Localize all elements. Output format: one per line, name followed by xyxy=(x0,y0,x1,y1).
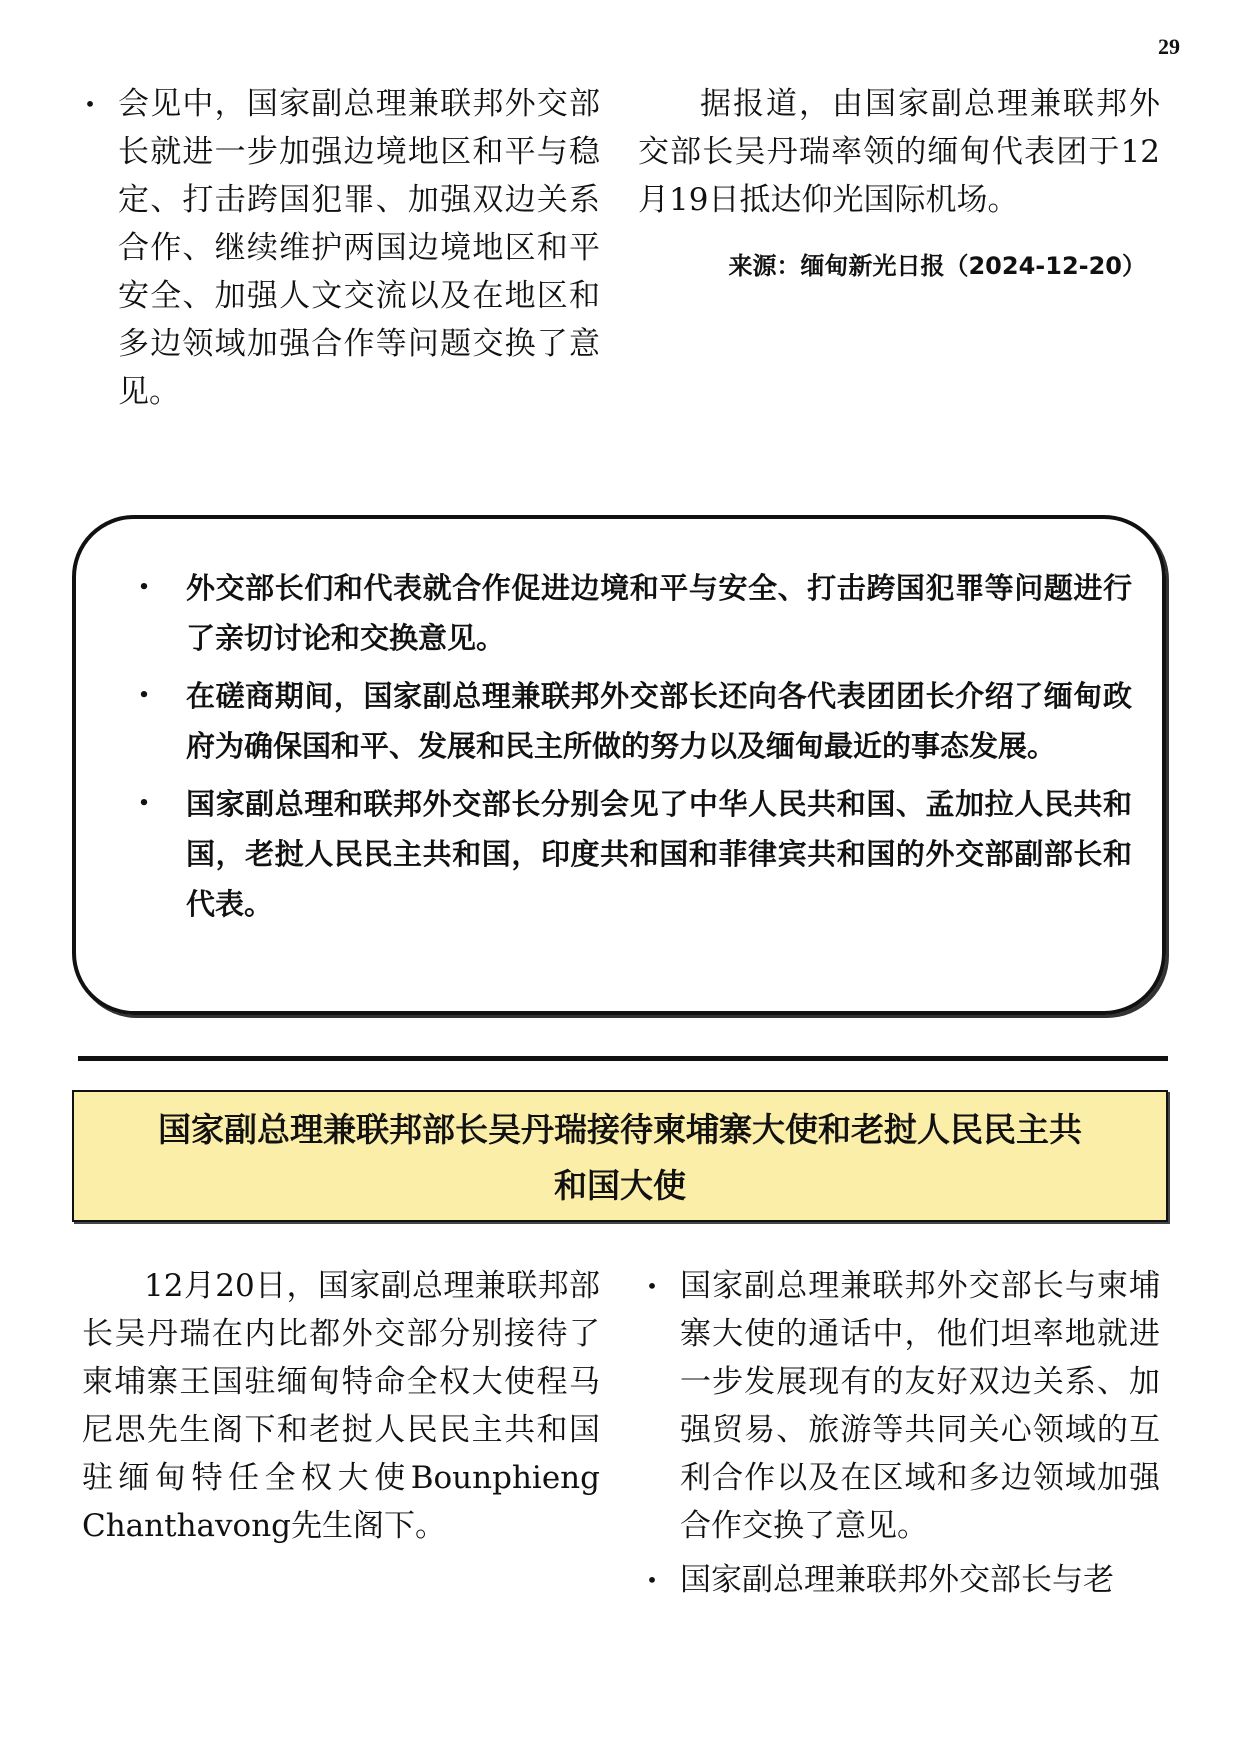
list-item xyxy=(134,563,1132,663)
headline-line-1: 国家副总理兼联邦部长吴丹瑞接待柬埔寨大使和老挝人民民主共 xyxy=(158,1110,1082,1149)
list-item xyxy=(134,671,1132,771)
source-citation: 来源：缅甸新光日报（2024-12-20） xyxy=(728,252,1146,280)
bullet-icon: • xyxy=(138,685,150,706)
bullet-icon: • xyxy=(138,793,150,814)
bottom-left-column xyxy=(82,1262,600,1550)
headline-line-2: 和国大使 xyxy=(554,1166,686,1205)
bullet-text: 国家副总理兼联邦外交部长与柬埔寨大使的通话中，他们坦率地就进一步发展现有的友好双边关系、加强贸易、旅游等共同关心领域的互利合作以及在区域和多边领域加强合作交换了意见。 xyxy=(680,1268,1160,1544)
meeting-paragraph: 12月20日，国家副总理兼联邦部长吴丹瑞在内比都外交部分别接待了柬埔寨王国驻缅甸特命全权大使程马尼思先生阁下和老挝人民民主共和国驻缅甸特任全权大使Bounphieng Chanthavong先生阁下。 xyxy=(82,1268,600,1544)
bullet-icon: • xyxy=(646,1568,658,1592)
bullet-icon: • xyxy=(646,1274,658,1298)
arrival-paragraph: 据报道，由国家副总理兼联邦外交部长吴丹瑞率领的缅甸代表团于12月19日抵达仰光国际机场。 xyxy=(638,86,1160,218)
bullet-icon: • xyxy=(84,92,96,116)
list-item xyxy=(76,80,600,416)
summary-item-text: 外交部长们和代表就合作促进边境和平与安全、打击跨国犯罪等问题进行了亲切讨论和交换意见。 xyxy=(186,571,1132,655)
summary-box xyxy=(72,515,1166,1015)
top-right-column xyxy=(638,80,1160,286)
bullet-text: 会见中，国家副总理兼联邦外交部长就进一步加强边境地区和平与稳定、打击跨国犯罪、加强双边关系合作、继续维护两国边境地区和平安全、加强人文交流以及在地区和多边领域加强合作等问题交换了意见。 xyxy=(118,86,600,410)
page-number: 29 xyxy=(1158,34,1180,59)
list-item xyxy=(638,1262,1160,1550)
summary-item-text: 在磋商期间，国家副总理兼联邦外交部长还向各代表团团长介绍了缅甸政府为确保国和平、发展和民主所做的努力以及缅甸最近的事态发展。 xyxy=(186,679,1132,763)
article-headline xyxy=(72,1090,1168,1222)
section-divider xyxy=(78,1056,1168,1061)
list-item xyxy=(638,1556,1160,1604)
bullet-icon: • xyxy=(138,577,150,598)
top-left-column xyxy=(76,80,600,416)
list-item xyxy=(134,779,1132,929)
bullet-text: 国家副总理兼联邦外交部长与老 xyxy=(680,1562,1114,1598)
summary-item-text: 国家副总理和联邦外交部长分别会见了中华人民共和国、孟加拉人民共和国，老挝人民民主共和国，印度共和国和菲律宾共和国的外交部副部长和代表。 xyxy=(186,787,1132,921)
bottom-right-column xyxy=(638,1262,1160,1604)
